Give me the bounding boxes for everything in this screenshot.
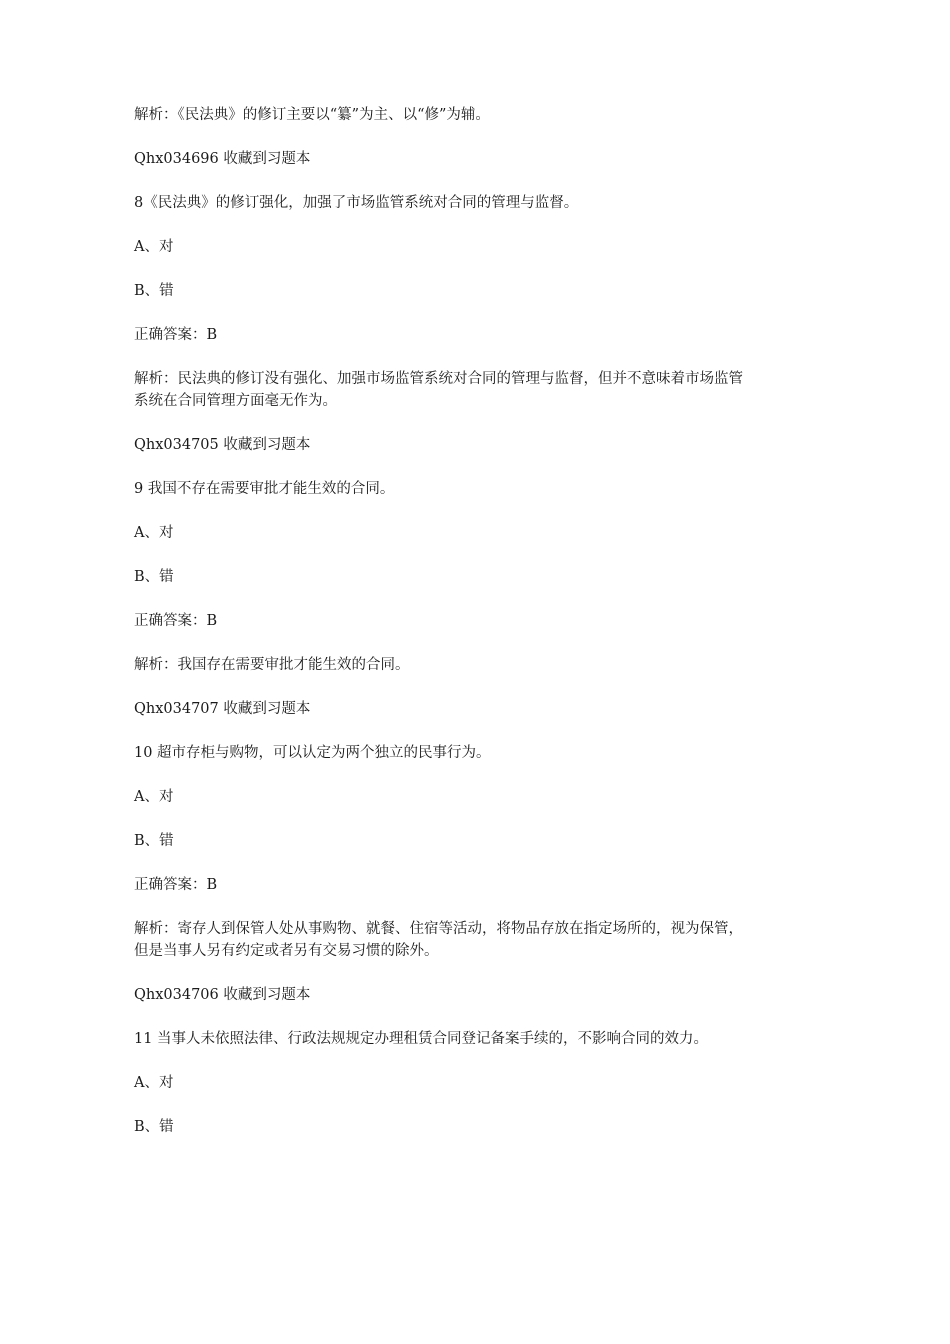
option-a: A、对 bbox=[134, 1075, 174, 1091]
option-b: B、错 bbox=[134, 283, 174, 299]
analysis-text: 解析：民法典的修订没有强化、加强市场监管系统对合同的管理与监督，但并不意味着市场监管系统在合同管理方面毫无作为。 bbox=[134, 371, 743, 409]
document-body bbox=[134, 104, 754, 1138]
option-a: A、对 bbox=[134, 239, 174, 255]
option-b: B、错 bbox=[134, 569, 174, 585]
option-a: A、对 bbox=[134, 789, 174, 805]
analysis-text: 解析：我国存在需要审批才能生效的合同。 bbox=[134, 657, 410, 673]
option-b: B、错 bbox=[134, 1119, 174, 1135]
correct-answer: 正确答案：B bbox=[134, 327, 218, 343]
favorite-link[interactable]: Qhx034706 收藏到习题本 bbox=[134, 987, 311, 1003]
analysis-text: 解析：《民法典》的修订主要以“纂”为主、以“修”为辅。 bbox=[134, 107, 490, 123]
analysis-text: 解析：寄存人到保管人处从事购物、就餐、住宿等活动，将物品存放在指定场所的，视为保管，但是当事人另有约定或者另有交易习惯的除外。 bbox=[134, 921, 743, 959]
correct-answer: 正确答案：B bbox=[134, 613, 218, 629]
correct-answer: 正确答案：B bbox=[134, 877, 218, 893]
favorite-link[interactable]: Qhx034707 收藏到习题本 bbox=[134, 701, 311, 717]
question-text: 8《民法典》的修订强化，加强了市场监管系统对合同的管理与监督。 bbox=[134, 195, 579, 211]
option-a: A、对 bbox=[134, 525, 174, 541]
question-text: 9 我国不存在需要审批才能生效的合同。 bbox=[134, 481, 395, 497]
question-text: 10 超市存柜与购物，可以认定为两个独立的民事行为。 bbox=[134, 745, 491, 761]
favorite-link[interactable]: Qhx034696 收藏到习题本 bbox=[134, 151, 311, 167]
question-text: 11 当事人未依照法律、行政法规规定办理租赁合同登记备案手续的，不影响合同的效力。 bbox=[134, 1031, 709, 1047]
option-b: B、错 bbox=[134, 833, 174, 849]
favorite-link[interactable]: Qhx034705 收藏到习题本 bbox=[134, 437, 311, 453]
